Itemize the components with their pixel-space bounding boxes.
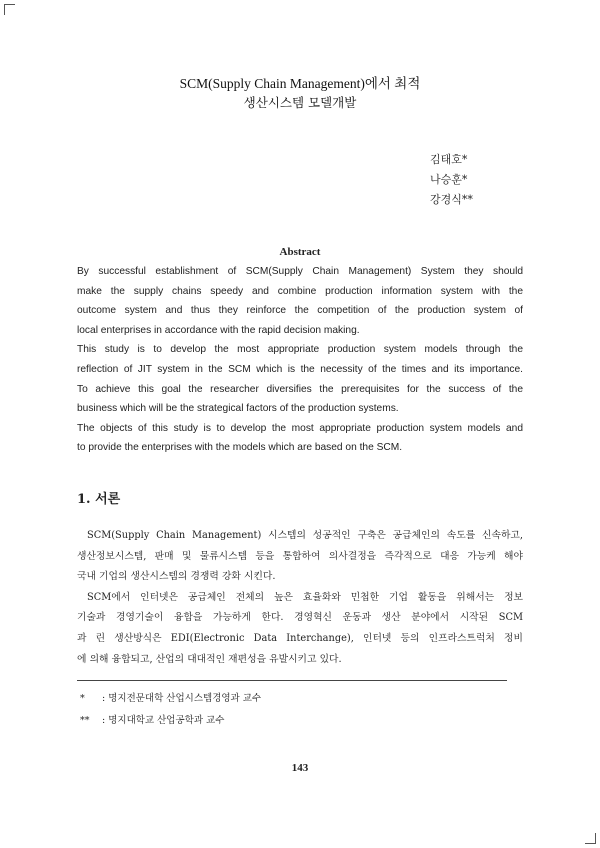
scan-corner-mark [585,833,596,844]
footnote-mark: ** [80,715,90,726]
abstract-line: This study is to develop the most appropriate production system models through the [77,344,523,356]
author-name: 김태호* [430,153,468,166]
footnote-text: : 명지전문대학 산업시스템경영과 교수 [102,693,262,704]
section-body [77,526,523,670]
footnote [80,712,224,726]
abstract-line: The objects of this study is to develop the most appropriate production system models and [77,422,523,434]
body-line: 에 의해 융합되고, 산업의 대대적인 재편성을 유발시키고 있다. [77,653,342,665]
abstract-line: reflection of JIT system in the SCM which is the necessity of the times and its importance. [77,363,523,375]
body-line: 생산정보시스템, 판매 및 물류시스템 등을 통합하여 의사결정을 즉각적으로 대응 가능케 해야 [77,550,523,562]
abstract-line: To achieve this goal the researcher diversifies the prerequisites for the success of the [77,383,523,395]
abstract-line: By successful establishment of SCM(Supply Chain Management) System they should [77,266,523,277]
body-line: 과 린 생산방식은 EDI(Electronic Data Interchange), 인터넷 등의 인프라스트럭처 정비 [77,632,523,644]
abstract-body [77,262,523,458]
scan-corner-mark [4,4,15,15]
body-line: 국내 기업의 생산시스템의 경쟁력 강화 시킨다. [77,571,276,583]
footnote-divider [77,680,507,681]
abstract-heading: Abstract [279,246,321,258]
author-name: 나승훈* [430,173,468,186]
footnote [80,690,261,704]
page-number: 143 [291,762,309,774]
paper-title-line-1: SCM(Supply Chain Management)에서 최적 [179,76,421,91]
abstract-line: outcome system and thus they reinforce the competition of the production system of [77,305,523,317]
author-name: 강경식** [430,193,473,206]
abstract-line: make the supply chains speedy and combine production information system with the [77,285,523,297]
footnote-mark: * [80,693,85,704]
abstract-line: business which will be the strategical factors of the production systems. [77,403,399,415]
footnote-text: : 명지대학교 산업공학과 교수 [102,715,225,726]
abstract-line: to provide the enterprises with the models which are based on the SCM. [77,442,403,454]
body-line: 기술과 경영기술이 융합을 가능하게 한다. 경영혁신 운동과 생산 분야에서 시작된 SCM [77,612,523,624]
body-line: SCM(Supply Chain Management) 시스템의 성공적인 구축은 공급체인의 속도를 신속하고, [87,530,523,541]
body-line: SCM에서 인터넷은 공급체인 전체의 높은 효율화와 민첩한 기업 활동을 위해서는 정보 [87,591,523,603]
abstract-line: local enterprises in accordance with the rapid decision making. [77,324,360,336]
author-list [430,150,473,210]
paper-title-line-2: 생산시스템 모델개발 [243,95,357,110]
section-heading: 1. 서론 [77,492,121,507]
